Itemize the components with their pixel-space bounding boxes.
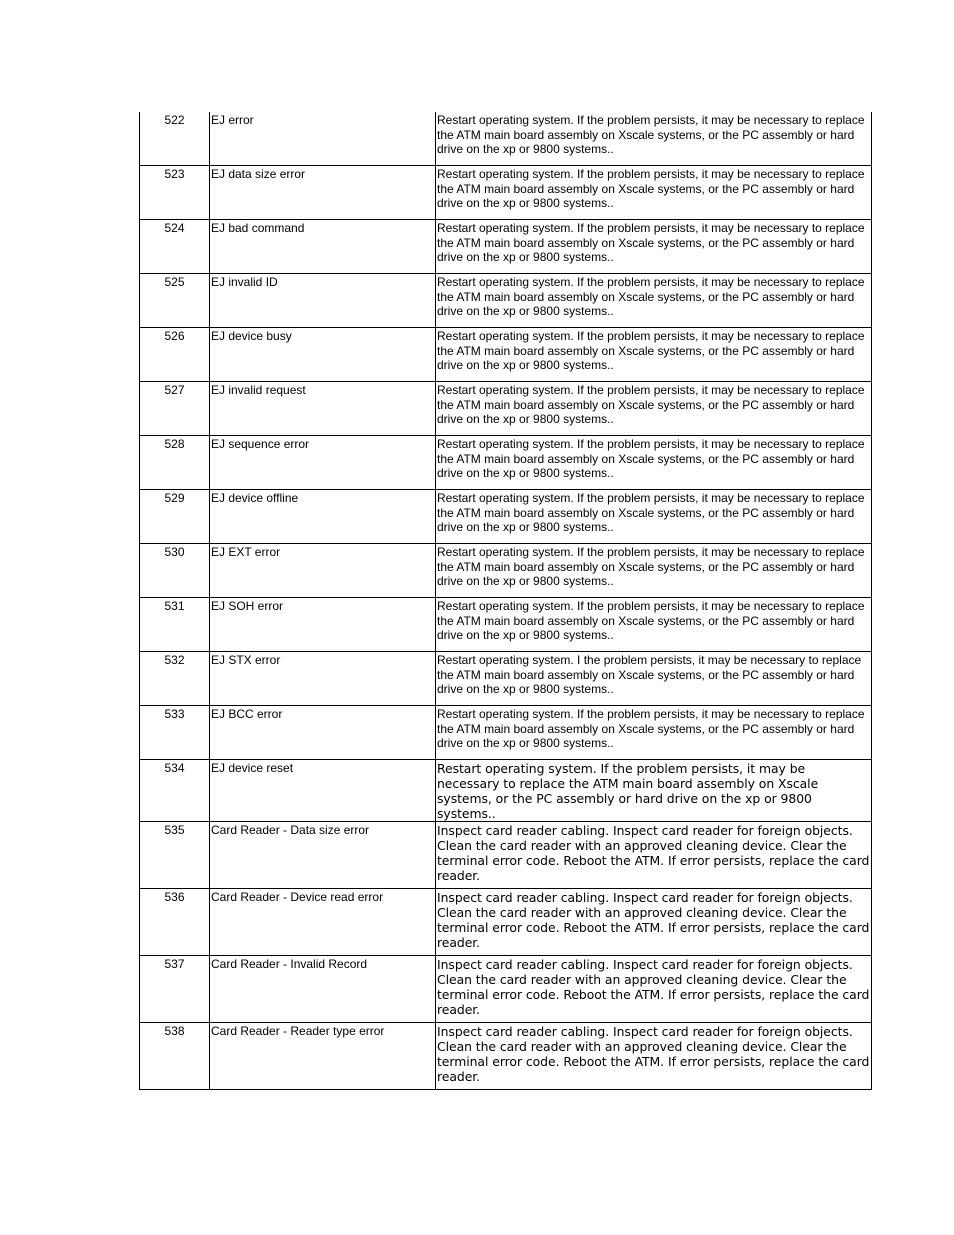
table-row (140, 1023, 872, 1090)
error-action: Inspect card reader cabling. Inspect card reader for foreign objects. Clean the card reader with an approved cleaning device. Clear the terminal error code. Reboot the ATM. If error persists, replace the card reader. (436, 1023, 872, 1090)
error-action: Restart operating system. I the problem persists, it may be necessary to replace the ATM main board assembly on Xscale systems, or the PC assembly or hard drive on the xp or 9800 systems.. (436, 652, 872, 706)
error-code: 538 (140, 1023, 210, 1090)
error-name: EJ sequence error (210, 436, 436, 490)
error-code: 525 (140, 274, 210, 328)
table-row (140, 220, 872, 274)
error-name: Card Reader - Device read error (210, 889, 436, 956)
error-code: 534 (140, 760, 210, 822)
error-code: 527 (140, 382, 210, 436)
error-name: EJ invalid request (210, 382, 436, 436)
error-code: 524 (140, 220, 210, 274)
table-row (140, 382, 872, 436)
error-action: Restart operating system. If the problem persists, it may be necessary to replace the ATM main board assembly on Xscale systems, or the PC assembly or hard drive on the xp or 9800 systems.. (436, 490, 872, 544)
error-code: 537 (140, 956, 210, 1023)
error-code: 531 (140, 598, 210, 652)
error-code: 530 (140, 544, 210, 598)
error-name: EJ EXT error (210, 544, 436, 598)
error-code: 522 (140, 112, 210, 166)
table-row (140, 544, 872, 598)
error-code: 535 (140, 822, 210, 889)
table-row (140, 436, 872, 490)
error-name: EJ device busy (210, 328, 436, 382)
error-code-table (139, 112, 872, 1090)
table-row (140, 889, 872, 956)
error-action: Restart operating system. If the problem persists, it may be necessary to replace the ATM main board assembly on Xscale systems, or the PC assembly or hard drive on the xp or 9800 systems.. (436, 544, 872, 598)
error-action: Restart operating system. If the problem persists, it may be necessary to replace the ATM main board assembly on Xscale systems, or the PC assembly or hard drive on the xp or 9800 systems.. (436, 598, 872, 652)
error-name: EJ error (210, 112, 436, 166)
table-row (140, 652, 872, 706)
error-name: Card Reader - Data size error (210, 822, 436, 889)
error-name: Card Reader - Invalid Record (210, 956, 436, 1023)
table-row (140, 822, 872, 889)
error-action: Restart operating system. If the problem persists, it may be necessary to replace the ATM main board assembly on Xscale systems, or the PC assembly or hard drive on the xp or 9800 systems.. (436, 112, 872, 166)
error-action: Restart operating system. If the problem persists, it may be necessary to replace the ATM main board assembly on Xscale systems, or the PC assembly or hard drive on the xp or 9800 systems.. (436, 274, 872, 328)
table-row (140, 112, 872, 166)
error-name: EJ BCC error (210, 706, 436, 760)
error-code: 533 (140, 706, 210, 760)
error-name: EJ invalid ID (210, 274, 436, 328)
table-row (140, 166, 872, 220)
table-row (140, 274, 872, 328)
error-code: 528 (140, 436, 210, 490)
table-row (140, 490, 872, 544)
table-row (140, 956, 872, 1023)
error-name: Card Reader - Reader type error (210, 1023, 436, 1090)
error-code: 536 (140, 889, 210, 956)
error-action: Restart operating system. If the problem persists, it may be necessary to replace the ATM main board assembly on Xscale systems, or the PC assembly or hard drive on the xp or 9800 systems.. (436, 706, 872, 760)
error-action: Inspect card reader cabling. Inspect card reader for foreign objects. Clean the card reader with an approved cleaning device. Clear the terminal error code. Reboot the ATM. If error persists, replace the card reader. (436, 956, 872, 1023)
error-name: EJ device reset (210, 760, 436, 822)
table-row (140, 328, 872, 382)
error-name: EJ STX error (210, 652, 436, 706)
table-row (140, 760, 872, 822)
error-name: EJ data size error (210, 166, 436, 220)
error-name: EJ bad command (210, 220, 436, 274)
error-action: Inspect card reader cabling. Inspect card reader for foreign objects. Clean the card reader with an approved cleaning device. Clear the terminal error code. Reboot the ATM. If error persists, replace the card reader. (436, 822, 872, 889)
error-code: 523 (140, 166, 210, 220)
error-code: 529 (140, 490, 210, 544)
error-code: 526 (140, 328, 210, 382)
error-action: Restart operating system. If the problem persists, it may be necessary to replace the ATM main board assembly on Xscale systems, or the PC assembly or hard drive on the xp or 9800 systems.. (436, 166, 872, 220)
table-row (140, 598, 872, 652)
table-row (140, 706, 872, 760)
error-action: Inspect card reader cabling. Inspect card reader for foreign objects. Clean the card reader with an approved cleaning device. Clear the terminal error code. Reboot the ATM. If error persists, replace the card reader. (436, 889, 872, 956)
error-action: Restart operating system. If the problem persists, it may be necessary to replace the ATM main board assembly on Xscale systems, or the PC assembly or hard drive on the xp or 9800 systems.. (436, 760, 872, 822)
error-action: Restart operating system. If the problem persists, it may be necessary to replace the ATM main board assembly on Xscale systems, or the PC assembly or hard drive on the xp or 9800 systems.. (436, 220, 872, 274)
error-code: 532 (140, 652, 210, 706)
error-action: Restart operating system. If the problem persists, it may be necessary to replace the ATM main board assembly on Xscale systems, or the PC assembly or hard drive on the xp or 9800 systems.. (436, 382, 872, 436)
error-action: Restart operating system. If the problem persists, it may be necessary to replace the ATM main board assembly on Xscale systems, or the PC assembly or hard drive on the xp or 9800 systems.. (436, 328, 872, 382)
error-name: EJ SOH error (210, 598, 436, 652)
error-name: EJ device offline (210, 490, 436, 544)
error-action: Restart operating system. If the problem persists, it may be necessary to replace the ATM main board assembly on Xscale systems, or the PC assembly or hard drive on the xp or 9800 systems.. (436, 436, 872, 490)
